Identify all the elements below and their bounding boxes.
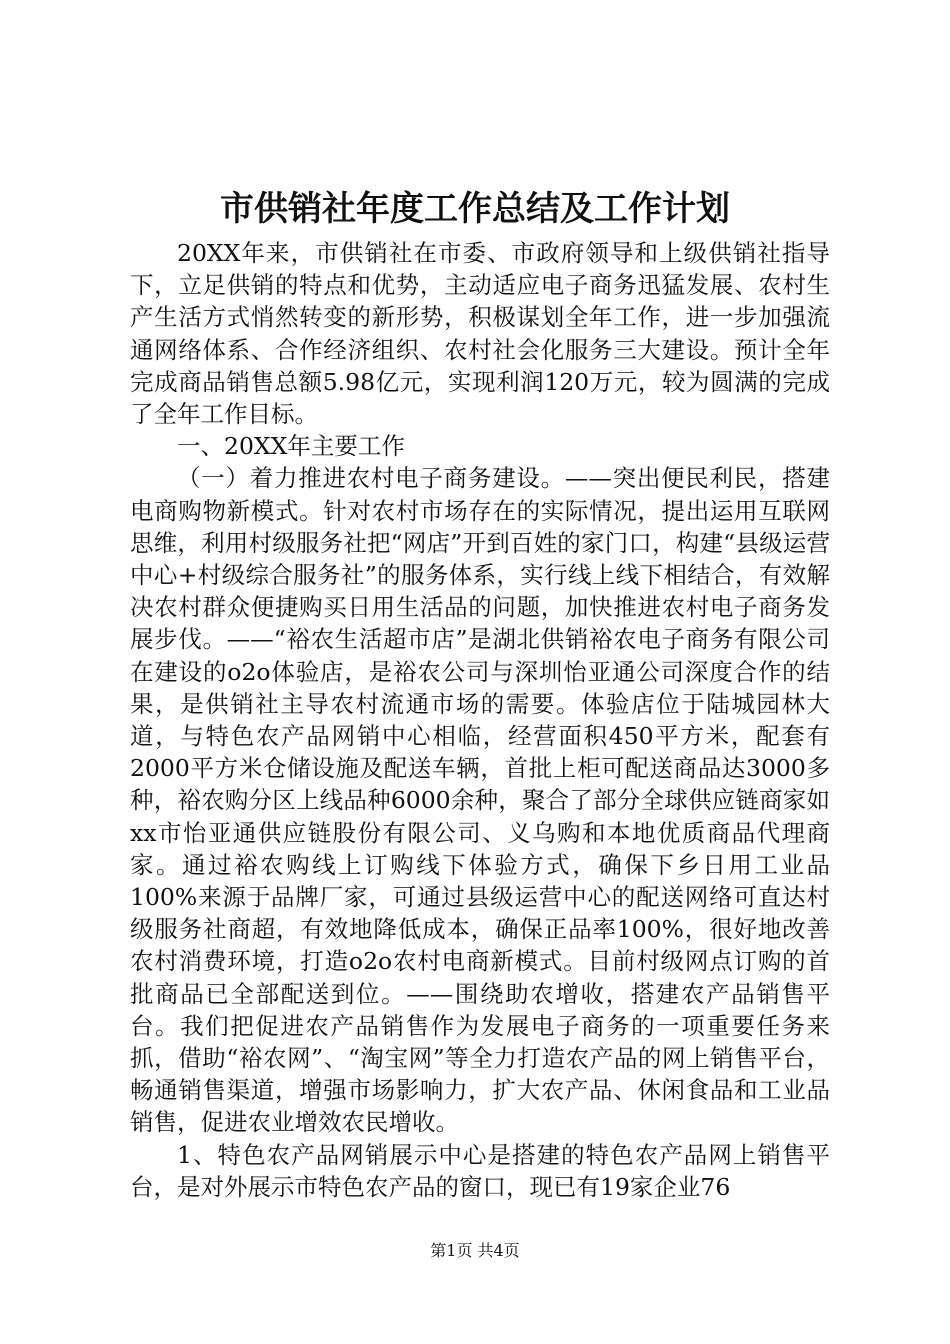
section-heading: 一、20XX年主要工作 <box>177 432 405 461</box>
document-body <box>130 237 830 1203</box>
paragraph-item-1: 1、特色农产品网销展示中心是搭建的特色农产品网上销售平台，是对外展示市特色农产品的窗口，现已有19家企业76 <box>130 1140 830 1201</box>
paragraph-ecommerce: （一）着力推进农村电子商务建设。——突出便民利民，搭建电商购物新模式。针对农村市场存在的实际情况，提出运用互联网思维，利用村级服务社把“网店”开到百姓的家门口，构建“县级运营中心+村级综合服务社”的服务体系，实行线上线下相结合，有效解决农村群众便捷购买日用生活品的问题，加快推进农村电子商务发展步伐。——“裕农生活超市店”是湖北供销裕农电子商务有限公司在建设的o2o体验店，是裕农公司与深圳怡亚通公司深度合作的结果，是供销社主导农村流通市场的需要。体验店位于陆城园林大道，与特色农产品网销中心相临，经营面积450平方米，配套有2000平方米仓储设施及配送车辆，首批上柜可配送商品达3000多种，裕农购分区上线品种6000余种，聚合了部分全球供应链商家如xx市怡亚通供应链股份有限公司、义乌购和本地优质商品代理商家。通过裕农购线上订购线下体验方式，确保下乡日用工业品100%来源于品牌厂家，可通过县级运营中心的配送网络可直达村级服务社商超，有效地降低成本，确保正品率100%，很好地改善农村消费环境，打造o2o农村电商新模式。目前村级网点订购的首批商品已全部配送到位。——围绕助农增收，搭建农产品销售平台。我们把促进农产品销售作为发展电子商务的一项重要任务来抓，借助“裕农网”、“淘宝网”等全力打造农产品的网上销售平台，畅通销售渠道，增强市场影响力，扩大农产品、休闲食品和工业品销售，促进农业增效农民增收。 <box>130 464 830 1137</box>
document-title: 市供销社年度工作总结及工作计划 <box>220 189 730 229</box>
page-number: 第1页 共4页 <box>430 1241 520 1260</box>
paragraph-intro: 20XX年来，市供销社在市委、市政府领导和上级供销社指导下，立足供销的特点和优势，主动适应电子商务迅猛发展、农村生产生活方式悄然转变的新形势，积极谋划全年工作，进一步加强流通网络体系、合作经济组织、农村社会化服务三大建设。预计全年完成商品销售总额5.98亿元，实现利润120万元，较为圆满的完成了全年工作目标。 <box>130 239 830 429</box>
